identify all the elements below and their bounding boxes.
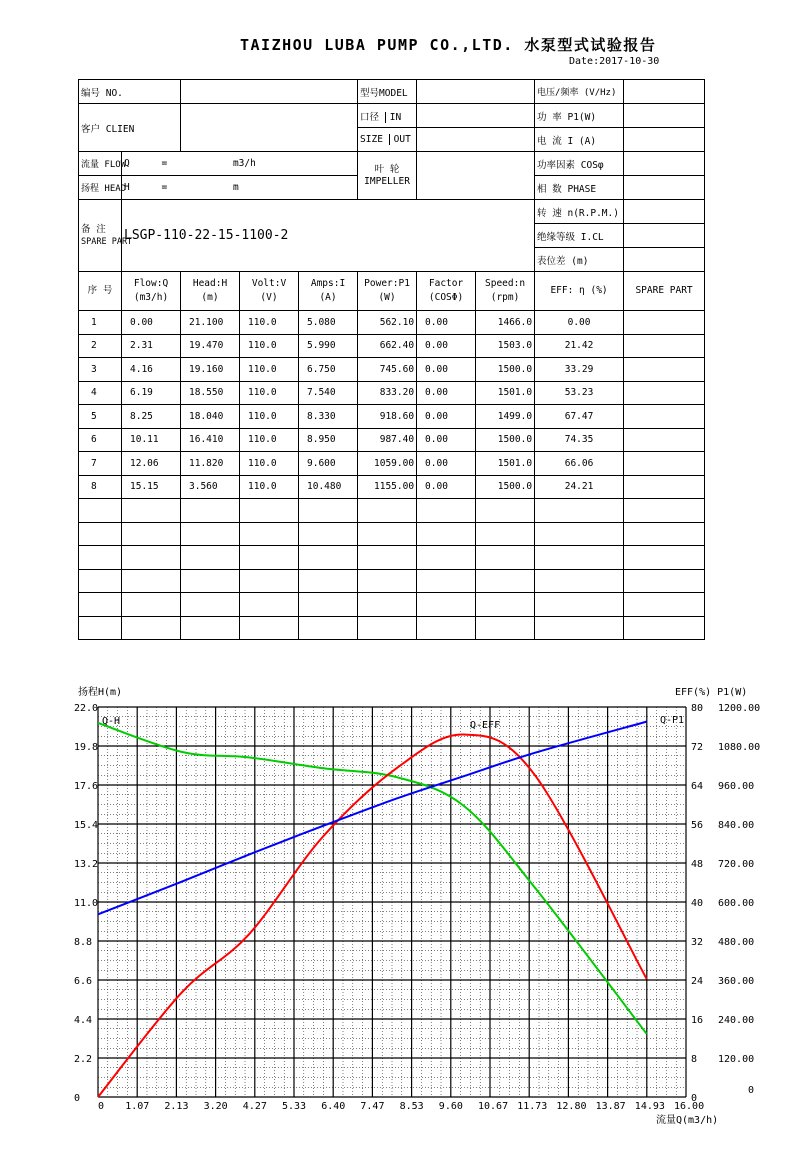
table-cell: 16.410 [181,428,240,452]
table-cell [535,616,624,640]
phase-value[interactable] [624,176,705,200]
x-tick-label: 4.27 [242,1101,267,1112]
table-cell: 11.820 [181,452,240,476]
y-tick-power: 720.00 [718,859,755,870]
table-cell [476,593,535,617]
table-cell: 8.950 [299,428,358,452]
y-tick-power: 240.00 [718,1015,755,1026]
column-header-8 [535,272,624,311]
table-cell: 110.0 [240,475,299,499]
y-tick-eff: 64 [691,781,704,792]
table-cell: 918.60 [358,405,417,429]
column-header-line1: Amps:I [310,278,346,289]
table-cell: 21.100 [181,311,240,335]
table-row [79,593,705,617]
table-row [79,546,705,570]
power-label: 功 率 P1(W) [535,104,624,128]
table-cell [624,311,705,335]
voltage-label: 电压/频率 (V/Hz) [535,80,624,104]
column-header-line1: Volt:V [251,278,287,289]
data-rows [79,311,705,640]
y-tick-left: 17.6 [74,781,99,792]
voltage-value[interactable] [624,80,705,104]
x-tick-label: 14.93 [634,1101,665,1112]
table-cell: 7 [79,452,122,476]
column-header-line1: SPARE PART [635,285,693,296]
table-cell: 1 [79,311,122,335]
table-cell [79,546,122,570]
table-cell: 1059.00 [358,452,417,476]
table-cell: 562.10 [358,311,417,335]
table-cell [181,593,240,617]
column-header-1 [122,272,181,311]
table-cell [299,546,358,570]
column-header-line1: 序 号 [87,285,113,296]
caliber-text: 口径 [360,111,380,123]
column-header-row [79,272,705,311]
table-cell [299,499,358,523]
flow-label: 流量 FLOW [79,152,122,176]
table-cell [624,358,705,382]
chart-curves [98,715,684,1097]
table-cell [624,475,705,499]
table-cell [122,546,181,570]
table-cell [624,381,705,405]
x-tick-label: 11.73 [517,1101,548,1112]
table-cell [417,522,476,546]
table-cell [624,546,705,570]
table-cell: 19.470 [181,334,240,358]
table-cell [79,616,122,640]
x-tick-label: 2.13 [164,1101,189,1112]
table-cell: 0.00 [417,358,476,382]
table-cell: 0.00 [417,381,476,405]
table-cell [476,616,535,640]
flow-value [122,152,358,176]
table-cell [122,569,181,593]
y-tick-left: 0 [74,1093,81,1104]
table-cell [535,546,624,570]
head-label: 扬程 HEAD [79,176,122,200]
table-cell [122,499,181,523]
head-unit: m [232,182,239,193]
table-row [79,334,705,358]
table-cell [624,569,705,593]
y-tick-left: 22.0 [74,703,99,714]
table-cell: 0.00 [417,334,476,358]
table-cell [476,546,535,570]
client-label: 客户 CLIEN [79,104,181,152]
table-cell: 74.35 [535,428,624,452]
table-cell: 6.19 [122,381,181,405]
table-cell [240,616,299,640]
remark-label [79,200,133,272]
y-tick-power: 0 [748,1085,755,1096]
table-cell [181,546,240,570]
column-header-0 [79,272,122,311]
chart-grid [98,707,686,1097]
table-cell [535,569,624,593]
table-cell [299,593,358,617]
table-cell: 8.330 [299,405,358,429]
y-tick-eff: 24 [691,976,704,987]
y-tick-left: 8.8 [74,937,93,948]
table-cell: 110.0 [240,452,299,476]
head-h: H [124,182,130,193]
column-header-5 [358,272,417,311]
table-cell: 3.560 [181,475,240,499]
table-cell: 0.00 [417,428,476,452]
column-header-line1: Speed:n [485,278,526,289]
current-label: 电 流 I (A) [535,128,624,152]
out-value[interactable] [417,128,535,152]
table-cell: 987.40 [358,428,417,452]
y-tick-left: 13.2 [74,859,99,870]
y-tick-power: 960.00 [718,781,755,792]
x-tick-label: 9.60 [438,1101,463,1112]
table-cell [476,499,535,523]
table-cell: 1500.0 [476,475,535,499]
y-tick-eff: 40 [691,898,704,909]
in-value[interactable] [417,104,535,128]
insul-value[interactable] [624,224,705,248]
table-cell: 8 [79,475,122,499]
caliber-label [358,104,417,128]
x-tick-label: 5.33 [282,1101,307,1112]
table-cell: 662.40 [358,334,417,358]
column-header-line2: (COSΦ) [428,292,464,303]
report-table [78,79,705,640]
y-tick-left: 19.8 [74,742,99,753]
table-cell [624,616,705,640]
model-label: 型号MODEL [358,80,417,104]
flow-q: Q [124,158,130,169]
phase-diff-value[interactable] [624,248,705,272]
column-header-line2: (m3/h) [133,292,169,303]
table-row [79,358,705,382]
table-cell: 8.25 [122,405,181,429]
size-label [358,128,417,152]
table-cell: 110.0 [240,428,299,452]
report-title: TAIZHOU LUBA PUMP CO.,LTD. 水泵型式试验报告 [240,36,657,54]
y-label-right: EFF(%) P1(W) [675,687,748,698]
y-tick-power: 1080.00 [718,742,761,753]
table-cell: 21.42 [535,334,624,358]
y-tick-left: 6.6 [74,976,93,987]
y-tick-eff: 16 [691,1015,704,1026]
table-cell [535,522,624,546]
table-cell [122,522,181,546]
table-cell [79,569,122,593]
table-cell [358,616,417,640]
table-cell [624,334,705,358]
table-cell: 1500.0 [476,358,535,382]
x-tick-label: 8.53 [399,1101,424,1112]
x-tick-label: 13.87 [595,1101,626,1112]
column-header-line2: (rpm) [490,292,520,303]
table-cell: 110.0 [240,381,299,405]
column-header-line1: Factor [428,278,464,289]
table-cell: 33.29 [535,358,624,382]
y-tick-eff: 8 [691,1054,698,1065]
model-value[interactable] [417,80,535,104]
client-value[interactable] [181,104,358,152]
table-cell: 4 [79,381,122,405]
x-tick-label: 6.40 [321,1101,346,1112]
table-cell: 6 [79,428,122,452]
table-cell: 67.47 [535,405,624,429]
column-header-9 [624,272,705,311]
table-cell [476,569,535,593]
y-tick-left: 15.4 [74,820,99,831]
table-row [79,522,705,546]
table-cell [624,452,705,476]
table-cell: 1501.0 [476,452,535,476]
x-label: 流量Q(m3/h) [656,1115,719,1126]
x-tick-label: 3.20 [203,1101,228,1112]
table-cell [358,522,417,546]
table-cell: 2 [79,334,122,358]
table-cell: 5.990 [299,334,358,358]
table-cell: 833.20 [358,381,417,405]
table-cell [299,616,358,640]
table-cell: 4.16 [122,358,181,382]
column-header-line2: (m) [201,292,219,303]
phase-label: 相 数 PHASE [535,176,624,200]
table-cell: 9.600 [299,452,358,476]
series-label-q-h: Q-H [102,716,121,727]
table-cell [240,593,299,617]
y-tick-power: 360.00 [718,976,755,987]
table-cell [624,522,705,546]
table-cell: 24.21 [535,475,624,499]
speed-value[interactable] [624,200,705,224]
table-cell: 19.160 [181,358,240,382]
y-tick-left: 4.4 [74,1015,93,1026]
y-tick-eff: 0 [691,1093,698,1104]
y-tick-power: 840.00 [718,820,755,831]
current-value[interactable] [624,128,705,152]
table-cell [417,546,476,570]
table-cell: 15.15 [122,475,181,499]
insul-label: 绝缘等级 I.CL [535,224,624,248]
table-cell: 0.00 [417,405,476,429]
table-cell [535,499,624,523]
table-cell: 1500.0 [476,428,535,452]
y-tick-eff: 80 [691,703,704,714]
y-tick-power: 600.00 [718,898,755,909]
table-cell: 110.0 [240,405,299,429]
table-cell: 1503.0 [476,334,535,358]
x-tick-label: 0 [98,1101,105,1112]
table-cell [240,499,299,523]
speed-label: 转 速 n(R.P.M.) [535,200,624,224]
impeller-label [358,152,417,200]
x-tick-label: 1.07 [125,1101,150,1112]
x-tick-label: 10.67 [478,1101,509,1112]
table-cell: 745.60 [358,358,417,382]
table-cell: 1155.00 [358,475,417,499]
table-cell: 1501.0 [476,381,535,405]
no-label: 编号 NO. [79,80,181,104]
table-cell [417,499,476,523]
table-cell: 53.23 [535,381,624,405]
table-cell: 110.0 [240,311,299,335]
table-cell: 0.00 [417,311,476,335]
column-header-line2: (V) [260,292,278,303]
table-cell: 6.750 [299,358,358,382]
y-tick-eff: 32 [691,937,704,948]
table-cell: 66.06 [535,452,624,476]
table-row [79,311,705,335]
table-cell: 5 [79,405,122,429]
table-cell [181,616,240,640]
table-cell: 2.31 [122,334,181,358]
head-eq: = [161,182,168,193]
phase-diff-label: 表位差 (m) [535,248,624,272]
table-cell: 18.040 [181,405,240,429]
table-cell: 3 [79,358,122,382]
table-cell [181,499,240,523]
impeller-value[interactable] [417,152,535,200]
pf-value[interactable] [624,152,705,176]
table-cell [358,546,417,570]
y-tick-eff: 72 [691,742,704,753]
column-header-4 [299,272,358,311]
x-tick-label: 16.00 [674,1101,705,1112]
table-cell [299,522,358,546]
pf-label: 功率因素 COSφ [535,152,624,176]
table-cell: 18.550 [181,381,240,405]
table-row [79,475,705,499]
table-cell: 110.0 [240,334,299,358]
table-row [79,428,705,452]
impeller-en: IMPELLER [364,175,410,187]
table-cell [122,616,181,640]
table-row [79,616,705,640]
table-row [79,381,705,405]
table-cell [79,593,122,617]
column-header-7 [476,272,535,311]
y-tick-power: 1200.00 [718,703,761,714]
table-row [79,405,705,429]
table-cell [240,569,299,593]
no-value[interactable] [181,80,358,104]
table-cell [79,499,122,523]
power-value[interactable] [624,104,705,128]
performance-chart [0,680,800,1175]
spare-part-value: LSGP-110-22-15-1100-2 [122,200,535,272]
flow-eq: = [161,158,168,169]
column-header-2 [181,272,240,311]
report-date: Date:2017-10-30 [569,56,660,67]
column-header-line1: Power:P1 [364,278,410,289]
y-tick-left: 2.2 [74,1054,93,1065]
table-cell: 1499.0 [476,405,535,429]
column-header-line1: Head:H [192,278,228,289]
out-label: OUT [389,134,411,145]
column-header-line1: Flow:Q [133,278,169,289]
table-cell [417,569,476,593]
remark-cn: 备 注 [81,223,106,235]
column-header-line1: EFF: η (%) [550,285,608,296]
table-cell [417,616,476,640]
flow-unit: m3/h [232,158,256,169]
table-cell: 5.080 [299,311,358,335]
column-header-line2: (A) [319,292,337,303]
table-cell [417,593,476,617]
table-cell [79,522,122,546]
table-cell [358,593,417,617]
table-cell: 12.06 [122,452,181,476]
y-tick-eff: 48 [691,859,704,870]
table-cell [476,522,535,546]
table-cell [624,405,705,429]
table-cell: 0.00 [122,311,181,335]
series-label-q-eff: Q-EFF [470,720,501,731]
y-tick-power: 120.00 [718,1054,755,1065]
table-cell [181,569,240,593]
y-tick-left: 11.0 [74,898,99,909]
table-cell [240,522,299,546]
table-cell [624,593,705,617]
table-row [79,452,705,476]
series-label-q-p1: Q-P1 [660,715,685,726]
table-cell [535,593,624,617]
table-row [79,499,705,523]
table-cell [122,593,181,617]
table-cell [624,499,705,523]
table-cell [624,428,705,452]
table-cell [299,569,358,593]
table-cell: 1466.0 [476,311,535,335]
table-cell: 10.11 [122,428,181,452]
y-tick-eff: 56 [691,820,704,831]
table-cell: 10.480 [299,475,358,499]
column-header-6 [417,272,476,311]
y-label-left: 扬程H(m) [78,687,123,698]
table-cell: 0.00 [535,311,624,335]
table-cell [358,499,417,523]
table-row [79,569,705,593]
remark-en: SPARE PART [81,236,133,247]
size-text: SIZE [360,134,383,145]
y-tick-power: 480.00 [718,937,755,948]
table-cell: 110.0 [240,358,299,382]
table-cell [181,522,240,546]
table-cell: 0.00 [417,452,476,476]
in-label: IN [385,112,401,123]
impeller-cn: 叶 轮 [374,163,400,175]
table-cell: 7.540 [299,381,358,405]
x-tick-label: 12.80 [556,1101,587,1112]
head-value [122,176,358,200]
table-cell [358,569,417,593]
table-cell: 0.00 [417,475,476,499]
table-cell [240,546,299,570]
column-header-3 [240,272,299,311]
column-header-line2: (W) [378,292,396,303]
x-tick-label: 7.47 [360,1101,385,1112]
